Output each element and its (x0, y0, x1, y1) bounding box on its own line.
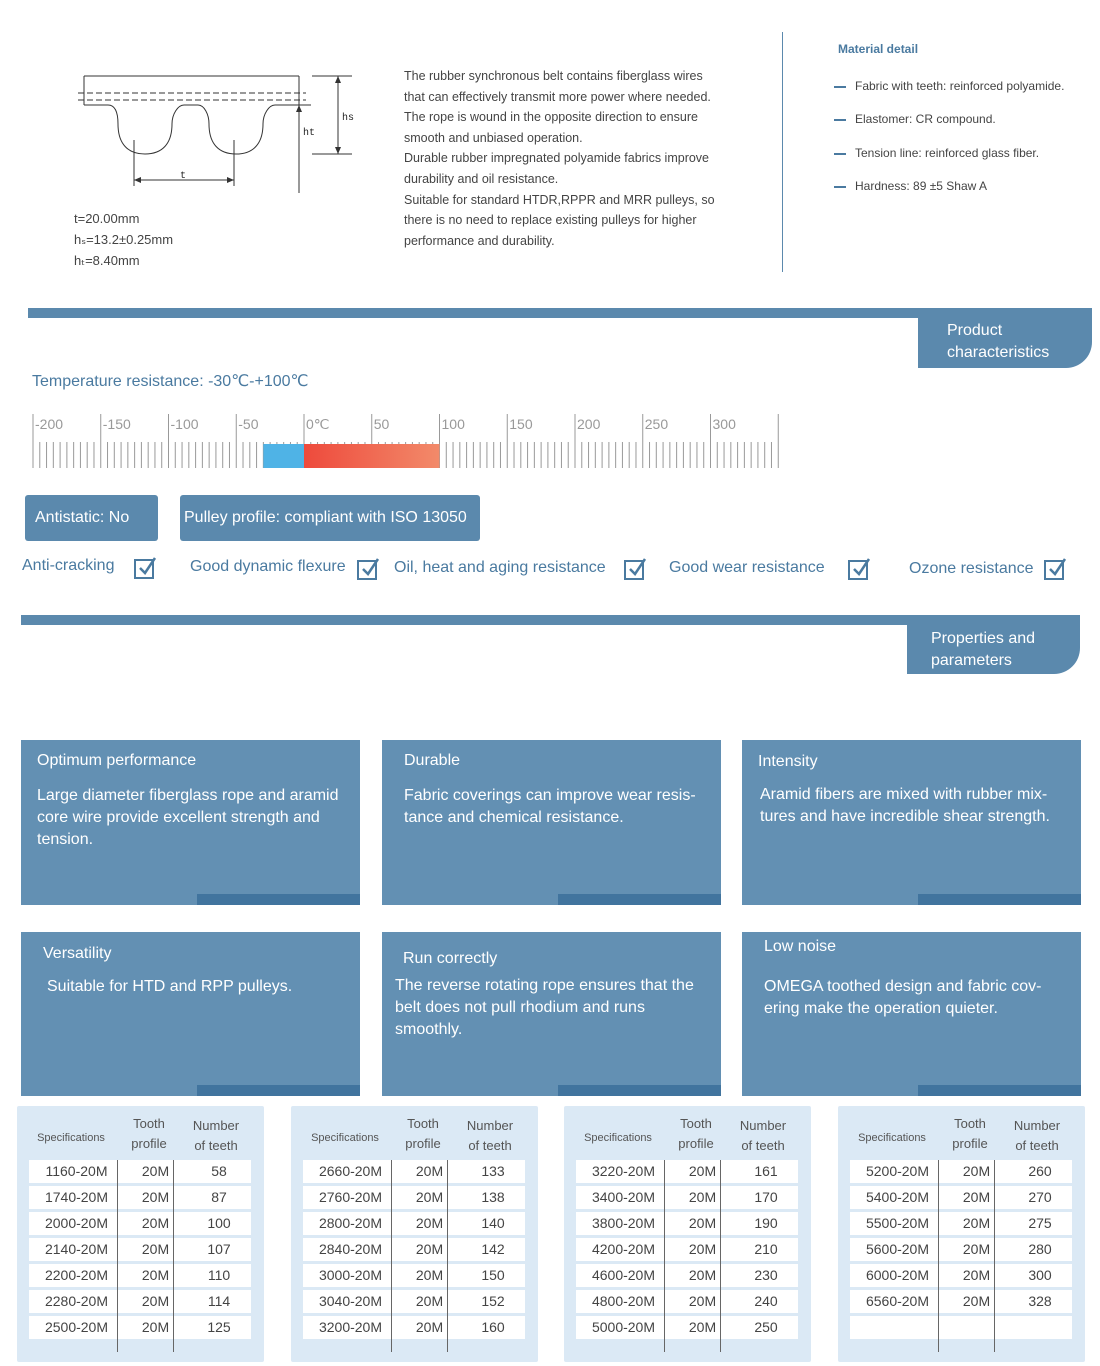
scale-label: 50 (373, 416, 390, 432)
card-accent-strip (918, 894, 1081, 905)
header-line: profile (405, 1136, 441, 1151)
column-separator (720, 1160, 721, 1352)
description-line: Suitable for standard HTDR,RPPR and MRR pulleys, so (404, 192, 715, 207)
description-line: Durable rubber impregnated polyamide fabrics improve (404, 151, 710, 166)
header-line: profile (678, 1136, 714, 1151)
checkbox-icon (848, 560, 868, 580)
cell-specification: 3000-20M (318, 1267, 383, 1283)
header-tooth-profile (123, 1114, 175, 1154)
table-row (29, 1238, 251, 1261)
cell-number-of-teeth: 275 (1028, 1215, 1052, 1231)
cell-specification: 6000-20M (865, 1267, 930, 1283)
card-accent-strip (558, 894, 721, 905)
material-item-text: Fabric with teeth: reinforced polyamide. (855, 79, 1065, 93)
card-body-line: tures and have incredible shear strength. (760, 808, 1050, 825)
cell-number-of-teeth: 100 (207, 1215, 231, 1231)
cell-specification: 5000-20M (591, 1319, 656, 1335)
cell-number-of-teeth: 240 (754, 1293, 778, 1309)
cell-number-of-teeth: 230 (754, 1267, 778, 1283)
material-item (834, 146, 1039, 160)
cell-specification: 4800-20M (591, 1293, 656, 1309)
spec-table (564, 1106, 811, 1362)
cell-tooth-profile: 20M (415, 1319, 444, 1335)
material-item (834, 79, 1064, 93)
feature-oil-heat-aging: Oil, heat and aging resistance (394, 559, 606, 576)
header-line: Tooth (407, 1116, 439, 1131)
cell-specification: 2140-20M (44, 1241, 109, 1257)
card-body (764, 976, 1041, 1020)
card-body (47, 976, 292, 998)
cell-tooth-profile: 20M (962, 1241, 991, 1257)
header-line: of teeth (194, 1138, 238, 1153)
header-line: Number (466, 1118, 514, 1133)
description-line: there is no need to replace existing pulleys for higher (404, 213, 697, 228)
header-tooth-profile (397, 1114, 449, 1154)
checkbox-icon (624, 560, 644, 580)
cell-tooth-profile: 20M (415, 1163, 444, 1179)
cell-tooth-profile: 20M (688, 1319, 717, 1335)
scale-label: 0℃ (306, 416, 330, 432)
cell-number-of-teeth: 170 (754, 1189, 778, 1205)
scale-label: 250 (644, 416, 669, 432)
card-accent-strip (197, 894, 360, 905)
cell-tooth-profile: 20M (688, 1293, 717, 1309)
dash-icon (834, 119, 846, 121)
card-body-line: The reverse rotating rope ensures that the (395, 977, 694, 994)
column-separator (664, 1160, 665, 1352)
header-tooth-profile (670, 1114, 722, 1154)
card-body-line: Fabric coverings can improve wear resis- (404, 787, 696, 804)
properties-parameters-tab (907, 615, 1080, 674)
cell-number-of-teeth: 140 (481, 1215, 505, 1231)
cell-tooth-profile: 20M (415, 1215, 444, 1231)
cell-tooth-profile: 20M (688, 1215, 717, 1231)
table-row (303, 1212, 525, 1235)
table-row (29, 1212, 251, 1235)
cell-tooth-profile: 20M (688, 1189, 717, 1205)
header-specifications: Specifications (311, 1132, 379, 1144)
cell-specification (850, 1316, 945, 1339)
cell-specification: 5600-20M (865, 1241, 930, 1257)
cell-specification: 3800-20M (591, 1215, 656, 1231)
table-row (576, 1160, 798, 1183)
material-item-text: Hardness: 89 ±5 Shaw A (855, 179, 987, 193)
header-number-of-teeth (451, 1116, 529, 1156)
cell-specification: 2200-20M (44, 1267, 109, 1283)
card-body-line: Suitable for HTD and RPP pulleys. (47, 978, 293, 995)
scale-label: 100 (441, 416, 465, 432)
header-number-of-teeth (998, 1116, 1076, 1156)
cell-specification: 3220-20M (591, 1163, 656, 1179)
cell-tooth-profile: 20M (141, 1319, 170, 1335)
header-line: of teeth (1015, 1138, 1059, 1153)
cell-number-of-teeth (1008, 1316, 1072, 1339)
section-title-line: characteristics (947, 344, 1050, 361)
card-title: Low noise (764, 938, 837, 955)
cell-number-of-teeth: 133 (481, 1163, 505, 1179)
cell-specification: 2760-20M (318, 1189, 383, 1205)
header-line: Number (1013, 1118, 1061, 1133)
header-line: Tooth (954, 1116, 986, 1131)
cell-number-of-teeth: 107 (207, 1241, 231, 1257)
cell-specification: 2500-20M (44, 1319, 109, 1335)
header-line: Number (739, 1118, 787, 1133)
pulley-profile-badge: Pulley profile: compliant with ISO 13050 (180, 495, 480, 541)
cell-specification: 2280-20M (44, 1293, 109, 1309)
dimension-hs: hₛ=13.2±0.25mm (74, 232, 174, 247)
header-tooth-profile (944, 1114, 996, 1154)
table-row (303, 1186, 525, 1209)
header-number-of-teeth (724, 1116, 802, 1156)
card-body-line: core wire provide excellent strength and (37, 809, 320, 826)
table-row (576, 1186, 798, 1209)
header-specifications: Specifications (37, 1132, 105, 1144)
table-row (29, 1264, 251, 1287)
cell-specification: 6560-20M (865, 1293, 930, 1309)
card-title: Intensity (758, 753, 818, 770)
description-line: smooth and unbiased operation. (404, 130, 583, 145)
table-row (850, 1238, 1072, 1261)
scale-label: -200 (35, 416, 64, 432)
table-row (850, 1264, 1072, 1287)
column-separator (117, 1160, 118, 1352)
table-row (850, 1160, 1072, 1183)
table-row (576, 1264, 798, 1287)
cell-specification: 1740-20M (44, 1189, 109, 1205)
cell-tooth-profile: 20M (962, 1189, 991, 1205)
temperature-scale (32, 412, 792, 472)
card-intensity (742, 740, 1081, 905)
dimension-t: t=20.00mm (74, 211, 140, 226)
table-row (850, 1290, 1072, 1313)
feature-anti-cracking: Anti-cracking (22, 557, 115, 574)
card-title: Versatility (43, 945, 112, 962)
cell-tooth-profile: 20M (415, 1293, 444, 1309)
cell-specification: 5400-20M (865, 1189, 930, 1205)
cell-specification: 3200-20M (318, 1319, 383, 1335)
ht-label: ht (303, 128, 316, 139)
scale-label: 200 (577, 416, 601, 432)
table-row (576, 1290, 798, 1313)
cell-number-of-teeth: 142 (481, 1241, 505, 1257)
cell-number-of-teeth: 150 (481, 1267, 505, 1283)
card-accent-strip (558, 1085, 721, 1096)
belt-profile-diagram (74, 68, 364, 198)
cell-tooth-profile: 20M (962, 1163, 991, 1179)
section-title-line: Product (947, 322, 1003, 339)
cell-number-of-teeth: 138 (481, 1189, 505, 1205)
cell-specification: 3040-20M (318, 1293, 383, 1309)
header-number-of-teeth (177, 1116, 255, 1156)
description-line: The rope is wound in the opposite direction to ensure (404, 110, 698, 125)
header-line: of teeth (468, 1138, 512, 1153)
cell-specification: 5500-20M (865, 1215, 930, 1231)
table-row (576, 1316, 798, 1339)
card-body-line: belt does not pull rhodium and runs (395, 999, 645, 1016)
card-accent-strip (918, 1085, 1081, 1096)
card-title: Run correctly (403, 950, 498, 967)
cell-specification: 4200-20M (591, 1241, 656, 1257)
card-body-line: Aramid fibers are mixed with rubber mix- (760, 786, 1048, 803)
table-row (303, 1316, 525, 1339)
card-versatility (21, 932, 360, 1096)
scale-label: -50 (238, 416, 259, 432)
cell-specification: 2660-20M (318, 1163, 383, 1179)
column-separator (447, 1160, 448, 1352)
feature-wear-resistance: Good wear resistance (669, 559, 825, 576)
table-row (29, 1186, 251, 1209)
material-item-text: Elastomer: CR compound. (855, 112, 996, 126)
table-row (850, 1212, 1072, 1235)
section-title-line: Properties and (931, 630, 1036, 647)
feature-dynamic-flexure: Good dynamic flexure (190, 558, 346, 575)
header-line: Tooth (133, 1116, 165, 1131)
table-row (576, 1212, 798, 1235)
description-line: durability and oil resistance. (404, 171, 559, 186)
card-durable (382, 740, 721, 905)
card-body-line: tension. (37, 831, 94, 848)
material-item-text: Tension line: reinforced glass fiber. (855, 146, 1040, 160)
cell-specification: 5200-20M (865, 1163, 930, 1179)
card-accent-strip (197, 1085, 360, 1096)
column-separator (391, 1160, 392, 1352)
cell-specification: 4600-20M (591, 1267, 656, 1283)
header-line: profile (131, 1136, 167, 1151)
scale-label: 300 (712, 416, 736, 432)
cell-number-of-teeth: 190 (754, 1215, 778, 1231)
card-body (37, 785, 339, 851)
cell-number-of-teeth: 210 (754, 1241, 778, 1257)
cell-number-of-teeth: 58 (211, 1163, 227, 1179)
table-row (303, 1290, 525, 1313)
material-item (834, 112, 996, 126)
card-body (404, 785, 696, 829)
cell-tooth-profile: 20M (688, 1267, 717, 1283)
material-detail-title: Material detail (838, 42, 919, 56)
scale-label: -150 (102, 416, 131, 432)
cell-number-of-teeth: 110 (207, 1267, 231, 1283)
card-body (760, 784, 1050, 828)
cell-tooth-profile: 20M (962, 1267, 991, 1283)
checkbox-icon (357, 560, 377, 580)
header-specifications: Specifications (584, 1132, 652, 1144)
table-row (29, 1160, 251, 1183)
table-row (303, 1238, 525, 1261)
header-line: Tooth (680, 1116, 712, 1131)
cell-specification: 3400-20M (591, 1189, 656, 1205)
dimension-ht: hₜ=8.40mm (74, 253, 140, 268)
table-row (576, 1238, 798, 1261)
checkbox-icon (134, 559, 154, 579)
header-line: Number (192, 1118, 240, 1133)
table-row (303, 1264, 525, 1287)
card-run-correctly (382, 932, 721, 1096)
cell-tooth-profile: 20M (141, 1241, 170, 1257)
header-line: profile (952, 1136, 988, 1151)
card-body (395, 975, 694, 1041)
column-separator (173, 1160, 174, 1352)
cell-tooth-profile (945, 1316, 1008, 1339)
vertical-divider (782, 32, 783, 272)
cell-number-of-teeth: 161 (754, 1163, 778, 1179)
cell-tooth-profile: 20M (962, 1215, 991, 1231)
card-body-line: Large diameter fiberglass rope and aramid (37, 787, 339, 804)
cell-number-of-teeth: 270 (1028, 1189, 1052, 1205)
cell-specification: 2840-20M (318, 1241, 383, 1257)
cell-number-of-teeth: 280 (1028, 1241, 1052, 1257)
cell-number-of-teeth: 125 (207, 1319, 231, 1335)
cell-tooth-profile: 20M (141, 1267, 170, 1283)
table-row (850, 1316, 1072, 1339)
product-characteristics-tab (918, 308, 1092, 368)
cell-tooth-profile: 20M (141, 1189, 170, 1205)
cell-specification: 2000-20M (44, 1215, 109, 1231)
card-body-line: OMEGA toothed design and fabric cov- (764, 978, 1042, 995)
cell-number-of-teeth: 300 (1028, 1267, 1052, 1283)
cell-number-of-teeth: 250 (754, 1319, 778, 1335)
cell-tooth-profile: 20M (962, 1293, 991, 1309)
card-title: Durable (404, 752, 461, 769)
dimension-list (74, 208, 173, 271)
spec-table (291, 1106, 538, 1362)
cell-number-of-teeth: 260 (1028, 1163, 1052, 1179)
card-body-line: tance and chemical resistance. (404, 809, 624, 826)
table-row (29, 1290, 251, 1313)
table-row (29, 1316, 251, 1339)
description-line: performance and durability. (404, 233, 555, 248)
dash-icon (834, 186, 846, 188)
product-description (404, 66, 744, 251)
card-low-noise (742, 932, 1081, 1096)
dash-icon (834, 153, 846, 155)
antistatic-badge: Antistatic: No (25, 495, 158, 541)
spec-table (838, 1106, 1085, 1362)
header-line: of teeth (741, 1138, 785, 1153)
cell-tooth-profile: 20M (415, 1267, 444, 1283)
cell-number-of-teeth: 152 (481, 1293, 505, 1309)
table-row (303, 1160, 525, 1183)
description-line: that can effectively transmit more power where needed. (404, 89, 711, 104)
checkbox-icon (1044, 560, 1064, 580)
cell-tooth-profile: 20M (415, 1189, 444, 1205)
cell-tooth-profile: 20M (688, 1241, 717, 1257)
hs-label: hs (342, 113, 355, 124)
scale-label: -100 (170, 416, 199, 432)
feature-ozone-resistance: Ozone resistance (909, 560, 1034, 577)
hot-range-bar (304, 444, 440, 468)
cold-range-bar (263, 444, 304, 468)
card-title: Optimum performance (37, 752, 197, 769)
column-separator (994, 1160, 995, 1352)
card-optimum-performance (21, 740, 360, 905)
section-title-line: parameters (931, 652, 1012, 669)
cell-number-of-teeth: 160 (481, 1319, 505, 1335)
cell-specification: 1160-20M (45, 1163, 108, 1179)
cell-number-of-teeth: 114 (207, 1293, 231, 1309)
cell-specification: 2800-20M (318, 1215, 383, 1231)
temperature-title: Temperature resistance: -30℃-+100℃ (32, 373, 309, 390)
column-separator (938, 1160, 939, 1352)
cell-tooth-profile: 20M (141, 1293, 170, 1309)
description-line: The rubber synchronous belt contains fiberglass wires (404, 69, 703, 83)
cell-number-of-teeth: 87 (211, 1189, 227, 1205)
card-body-line: ering make the operation quieter. (764, 1000, 998, 1017)
dash-icon (834, 86, 846, 88)
cell-tooth-profile: 20M (688, 1163, 717, 1179)
header-specifications: Specifications (858, 1132, 926, 1144)
cell-tooth-profile: 20M (141, 1215, 170, 1231)
table-row (850, 1186, 1072, 1209)
material-item (834, 179, 987, 193)
card-body-line: smoothly. (395, 1021, 463, 1038)
t-label: t (180, 171, 187, 182)
spec-table (17, 1106, 264, 1362)
cell-number-of-teeth: 328 (1028, 1293, 1052, 1309)
scale-label: 150 (509, 416, 533, 432)
cell-tooth-profile: 20M (141, 1163, 170, 1179)
cell-tooth-profile: 20M (415, 1241, 444, 1257)
